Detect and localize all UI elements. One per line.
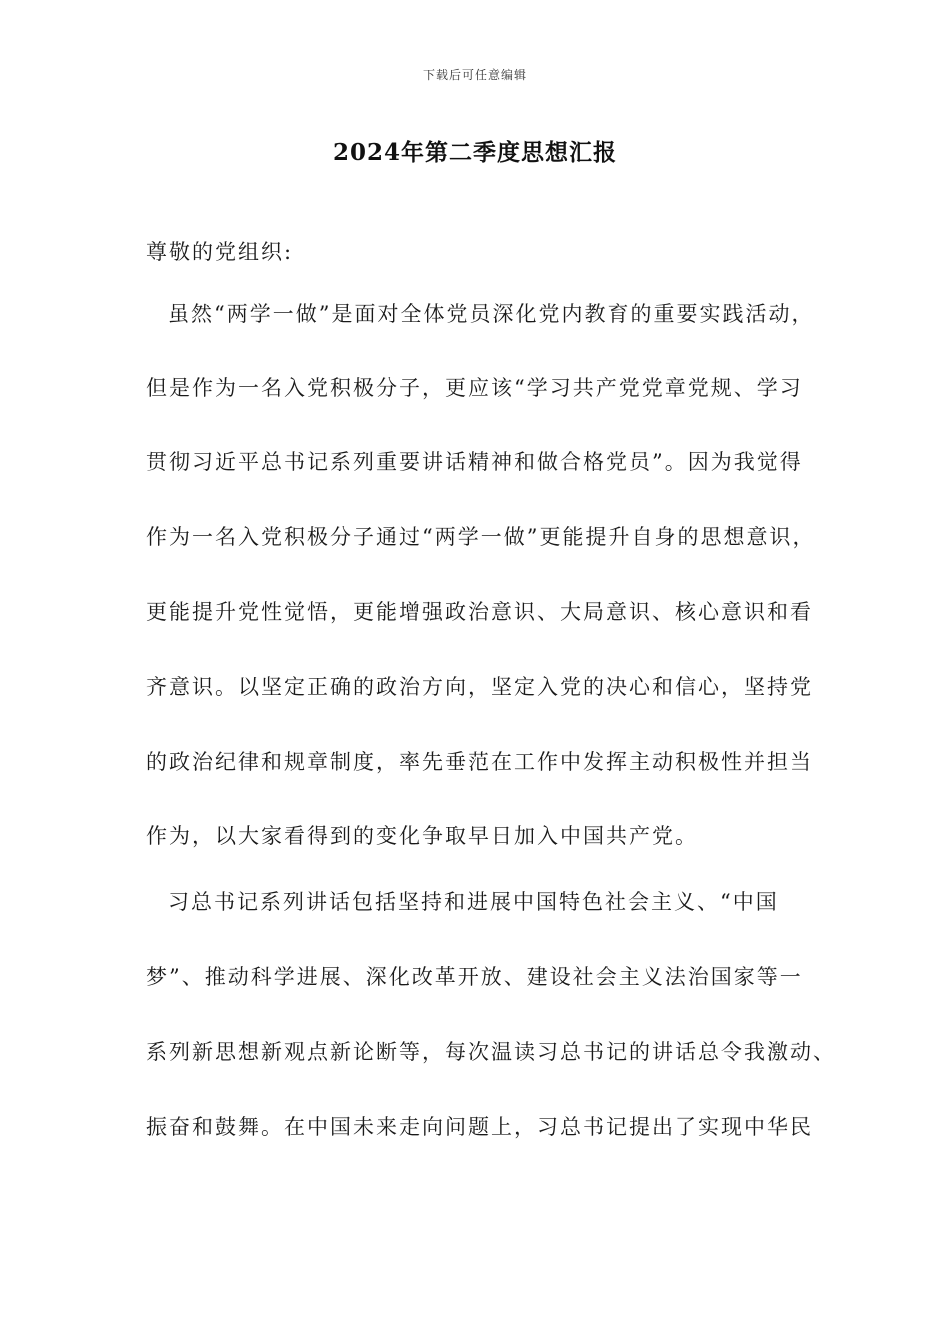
header-note: 下载后可任意编辑	[422, 68, 527, 82]
paragraph-line: 的政治纪律和规章制度，率先垂范在工作中发挥主动积极性并担当	[146, 750, 813, 774]
paragraph-line: 振奋和鼓舞。在中国未来走向问题上，习总书记提出了实现中华民	[146, 1115, 813, 1139]
paragraph-line: 更能提升党性觉悟，更能增强政治意识、大局意识、核心意识和看	[146, 600, 813, 624]
document-title: 2024年第二季度思想汇报	[332, 139, 617, 166]
paragraph-line: 习总书记系列讲话包括坚持和进展中国特色社会主义、“中国	[168, 890, 779, 914]
paragraph-line: 作为一名入党积极分子通过“两学一做”更能提升自身的思想意识，	[146, 525, 816, 549]
paragraph-line: 作为，以大家看得到的变化争取早日加入中国共产党。	[146, 824, 698, 848]
paragraph-line: 系列新思想新观点新论断等，每次温读习总书记的讲话总令我激动、	[146, 1040, 836, 1064]
paragraph-line: 梦”、推动科学进展、深化改革开放、建设社会主义法治国家等一	[146, 965, 803, 989]
paragraph-line: 虽然“两学一做”是面对全体党员深化党内教育的重要实践活动，	[168, 302, 815, 326]
paragraph-line: 但是作为一名入党积极分子，更应该“学习共产党党章党规、学习	[146, 376, 803, 400]
salutation-line: 尊敬的党组织:	[146, 240, 294, 264]
paragraph-line: 齐意识。以坚定正确的政治方向，坚定入党的决心和信心，坚持党	[146, 675, 813, 699]
paragraph-line: 贯彻习近平总书记系列重要讲话精神和做合格党员”。因为我觉得	[146, 450, 803, 474]
